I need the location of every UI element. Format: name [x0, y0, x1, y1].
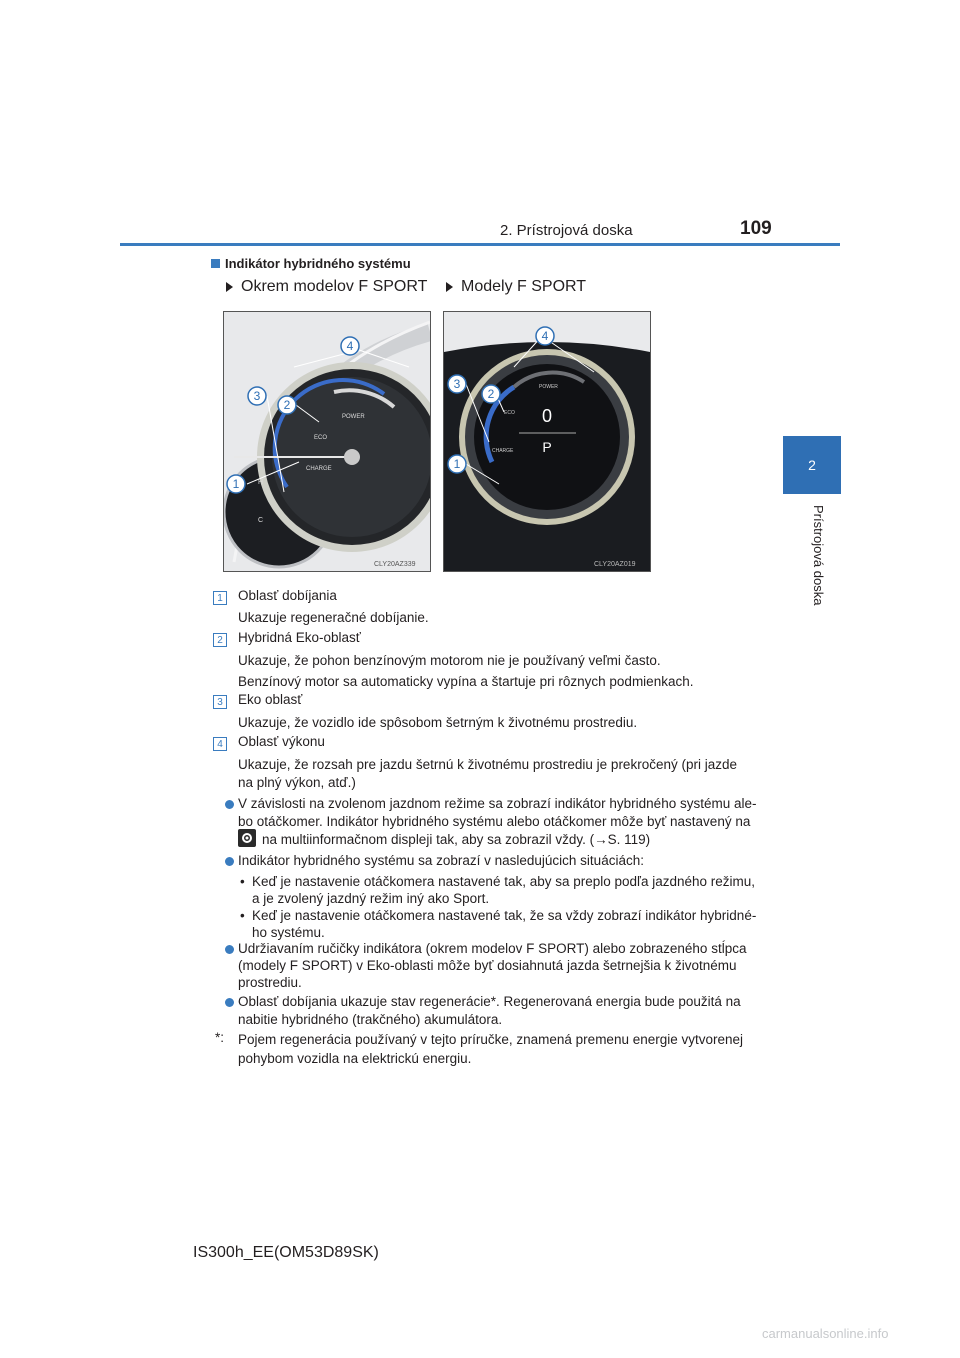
section-heading-text: Indikátor hybridného systému	[225, 256, 411, 271]
footnote-line: Pojem regenerácia používaný v tejto príručke, znamená premenu energie vytvorenej	[238, 1032, 744, 1047]
item-desc: Ukazuje, že vozidlo ide spôsobom šetrným k životnému prostrediu.	[238, 715, 638, 730]
gauge-power-label: POWER	[539, 384, 558, 390]
footnote-line: pohybom vozidla na elektrickú energiu.	[238, 1051, 472, 1066]
callout-2: 2	[487, 387, 495, 401]
bullet-line: Udržiavaním ručičky indikátora (okrem modelov F SPORT) alebo zobrazeného stĺpca	[238, 941, 747, 956]
figure-label-standard	[226, 278, 427, 296]
bullet-line: na multiinformačnom displeji tak, aby sa zobrazil vždy. (→S. 119)	[262, 832, 651, 847]
bullet-line: bo otáčkomer. Indikátor hybridného systému alebo otáčkomer môže byť nastavený na	[238, 814, 751, 829]
figure-label-fsport	[446, 278, 586, 296]
item-number-badge: 2	[213, 633, 227, 647]
item-desc: na plný výkon, atď.)	[238, 775, 356, 790]
chapter-tab-title-text: Prístrojová doska	[811, 505, 826, 606]
gauge-eco-label: ECO	[314, 435, 328, 441]
item-title: Hybridná Eko-oblasť	[238, 630, 361, 645]
bullet-line: prostrediu.	[238, 975, 302, 990]
footnote-mark: *:	[215, 1030, 225, 1045]
section-heading	[211, 256, 411, 271]
sub-bullet-line: ho systému.	[252, 925, 325, 940]
sub-bullet-line: a je zvolený jazdný režim iný ako Sport.	[252, 891, 490, 906]
settings-icon	[238, 829, 256, 847]
callout-3: 3	[253, 389, 261, 403]
item-title: Oblasť výkonu	[238, 734, 325, 749]
chapter-tab[interactable]: 2	[783, 436, 841, 494]
bullet-dot-icon	[225, 998, 234, 1007]
page-number: 109	[740, 218, 772, 239]
gauge-charge-label: CHARGE	[306, 466, 332, 472]
callout-4: 4	[541, 329, 549, 343]
gauge-eco-label: ECO	[504, 410, 515, 416]
bullet-line: (modely F SPORT) v Eko-oblasti môže byť dosiahnutá jazda šetrnejšia k životnému	[238, 958, 737, 973]
sub-bullet-line: Keď je nastavenie otáčkomera nastavené tak, aby sa preplo podľa jazdného režimu,	[252, 874, 756, 889]
sub-bullet-marker: •	[240, 908, 245, 923]
hybrid-indicator-figure-fsport	[443, 311, 651, 572]
sub-bullet-line: Keď je nastavenie otáčkomera nastavené tak, že sa vždy zobrazí indikátor hybridné-	[252, 908, 757, 923]
figure-label-text: Okrem modelov F SPORT	[241, 278, 428, 295]
item-title: Eko oblasť	[238, 692, 303, 707]
bullet-dot-icon	[225, 857, 234, 866]
bullet-dot-icon	[225, 800, 234, 809]
callout-1: 1	[232, 477, 240, 491]
triangle-marker-icon	[226, 282, 233, 292]
gauge-charge-label: CHARGE	[492, 448, 514, 454]
callout-3: 3	[453, 377, 461, 391]
bullet-line: Indikátor hybridného systému sa zobrazí v nasledujúcich situáciách:	[238, 853, 644, 868]
bullet-dot-icon	[225, 945, 234, 954]
chapter-tab-title	[810, 505, 826, 615]
gauge-illustration-standard	[224, 312, 430, 571]
figure-label-text: Modely F SPORT	[461, 278, 587, 295]
gear-readout: P	[542, 439, 552, 455]
bullet-line: Oblasť dobíjania ukazuje stav regenerácie*. Regenerovaná energia bude použitá na	[238, 994, 741, 1009]
hybrid-indicator-figure-standard	[223, 311, 431, 572]
sub-bullet-marker: •	[240, 874, 245, 889]
figure-code: CLY20AZ019	[594, 561, 636, 568]
item-number-badge: 1	[213, 591, 227, 605]
figure-code: CLY20AZ339	[374, 561, 416, 568]
running-header-section: 2. Prístrojová doska	[500, 222, 633, 239]
callout-4: 4	[346, 339, 354, 353]
speed-readout: 0	[541, 406, 553, 426]
header-rule	[120, 243, 840, 246]
item-desc: Benzínový motor sa automaticky vypína a štartuje pri rôznych podmienkach.	[238, 674, 694, 689]
watermark[interactable]: carmanualsonline.info	[762, 1326, 889, 1341]
item-desc: Ukazuje, že rozsah pre jazdu šetrnú k životnému prostrediu je prekročený (pri jazde	[238, 757, 737, 772]
item-desc: Ukazuje regeneračné dobíjanie.	[238, 610, 429, 625]
item-number-badge: 3	[213, 695, 227, 709]
gauge-power-label: POWER	[342, 414, 365, 420]
triangle-marker-icon	[446, 282, 453, 292]
item-title: Oblasť dobíjania	[238, 588, 337, 603]
temp-hot-label: H	[258, 479, 264, 486]
bullet-line: nabitie hybridného (trakčného) akumulátora.	[238, 1012, 503, 1027]
model-code-footer: IS300h_EE(OM53D89SK)	[193, 1244, 379, 1261]
square-bullet-icon	[211, 259, 220, 268]
temp-cold-label: C	[258, 517, 264, 524]
callout-2: 2	[283, 398, 291, 412]
gauge-illustration-fsport	[444, 312, 650, 571]
bullet-line: V závislosti na zvolenom jazdnom režime sa zobrazí indikátor hybridného systému ale-	[238, 796, 757, 811]
item-number-badge: 4	[213, 737, 227, 751]
callout-1: 1	[453, 457, 461, 471]
item-desc: Ukazuje, že pohon benzínovým motorom nie je používaný veľmi často.	[238, 653, 661, 668]
